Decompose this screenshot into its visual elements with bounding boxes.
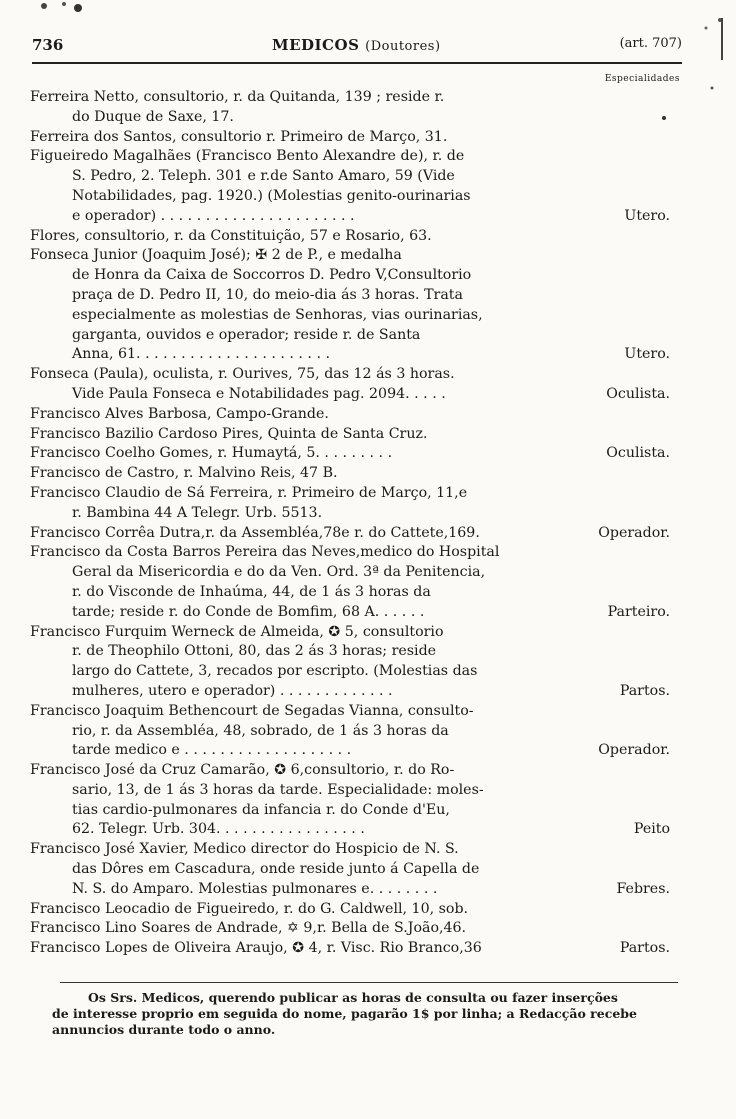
entry-continuation-line: Anna, 61. . . . . . . . . . . . . . . . . . . . . . Utero. — [30, 345, 670, 365]
entry-continuation-line: sario, 13, de 1 ás 3 horas da tarde. Especialidade: moles- — [72, 781, 484, 798]
doctor-entry — [30, 761, 670, 840]
doctor-entry — [30, 365, 670, 405]
entry-continuation-line: Vide Paula Fonseca e Notabilidades pag. 2094. . . . . Oculista. — [30, 385, 670, 405]
doctor-entry — [30, 444, 670, 464]
doctor-entry — [30, 128, 670, 148]
entry-specialty: Partos. — [619, 682, 670, 699]
doctor-entry — [30, 900, 670, 920]
entry-specialty: Operador. — [598, 524, 670, 541]
footnote-line: annuncios durante todo o anno. — [52, 1022, 276, 1037]
doctor-listing — [30, 88, 670, 959]
entry-continuation-line: tarde medico e . . . . . . . . . . . . . . . . . . . Operador. — [30, 741, 670, 761]
entry-specialty: Utero. — [624, 207, 670, 224]
entry-continuation-line: especialmente as molestias de Senhoras, vias ourinarias, — [72, 306, 483, 323]
entry-specialty: Oculista. — [606, 385, 670, 402]
doctor-entry — [30, 88, 670, 128]
doctor-entry — [30, 405, 670, 425]
entry-continuation-line: do Duque de Saxe, 17. — [72, 108, 234, 125]
entry-name-line: Fonseca (Paula), oculista, r. Ourives, 75, das 12 ás 3 horas. — [30, 366, 455, 383]
doctor-entry — [30, 702, 670, 761]
entry-continuation-line: largo do Cattete, 3, recados por escripto. (Molestias das — [72, 663, 478, 680]
entry-name-line: Francisco Claudio de Sá Ferreira, r. Primeiro de Março, 11,e — [30, 484, 468, 501]
entry-name-line: Francisco José da Cruz Camarão, ✪ 6,consultorio, r. do Ro- — [30, 762, 455, 779]
entry-continuation-line: r. Bambina 44 A Telegr. Urb. 5513. — [72, 504, 323, 521]
entry-name-line: Francisco Leocadio de Figueiredo, r. do G. Caldwell, 10, sob. — [30, 900, 469, 917]
entry-name-line: Francisco de Castro, r. Malvino Reis, 47 B. — [30, 465, 338, 482]
entry-continuation-line: tarde; reside r. do Conde de Bomfim, 68 A. . . . . . Parteiro. — [30, 603, 670, 623]
doctor-entry — [30, 464, 670, 484]
entry-name-line: Francisco Coelho Gomes, r. Humaytá, 5. . . . . . . . . Oculista. — [30, 444, 670, 464]
entry-continuation-line: de Honra da Caixa de Soccorros D. Pedro V,Consultorio — [72, 267, 472, 284]
entry-continuation-line: mulheres, utero e operador) . . . . . . . . . . . . . Partos. — [30, 682, 670, 702]
entry-continuation-line: Geral da Misericordia e do da Ven. Ord. 3ª da Penitencia, — [72, 564, 486, 581]
entry-name-line: Ferreira Netto, consultorio, r. da Quitanda, 139 ; reside r. — [30, 89, 445, 105]
footnote — [52, 990, 692, 1038]
entry-continuation-line: r. de Theophilo Ottoni, 80, das 2 ás 3 horas; reside — [72, 643, 437, 660]
doctor-entry — [30, 840, 670, 899]
title-text: MEDICOS — [272, 36, 360, 54]
entry-specialty: Utero. — [624, 346, 670, 363]
entry-specialty: Peito — [633, 821, 670, 838]
entry-continuation-line: das Dôres em Cascadura, onde reside junto á Capella de — [72, 861, 480, 878]
entry-name-line: Ferreira dos Santos, consultorio r. Primeiro de Março, 31. — [30, 128, 448, 145]
running-header — [32, 36, 682, 60]
entry-continuation-line: N. S. do Amparo. Molestias pulmonares e. . . . . . . . Febres. — [30, 880, 670, 900]
entry-continuation-line: rio, r. da Assembléa, 48, sobrado, de 1 ás 3 horas da — [72, 722, 449, 739]
entry-name-line: Francisco Corrêa Dutra,r. da Assembléa,78e r. do Cattete,169. Operador. — [30, 524, 670, 544]
header-rule — [32, 62, 682, 64]
entry-specialty: Parteiro. — [607, 603, 670, 620]
entry-name-line: Fonseca Junior (Joaquim José); ✠ 2 de P., e medalha — [30, 247, 402, 264]
entry-name-line: Francisco Joaquim Bethencourt de Segadas Vianna, consulto- — [30, 702, 474, 719]
entry-specialty: Oculista. — [606, 445, 670, 462]
doctor-entry — [30, 543, 670, 622]
entry-continuation-line: garganta, ouvidos e operador; reside r. de Santa — [72, 326, 421, 343]
entry-name-line: Francisco Furquim Werneck de Almeida, ✪ 5, consultorio — [30, 623, 444, 640]
entry-specialty: Partos. — [619, 940, 670, 957]
entry-name-line: Francisco Lopes de Oliveira Araujo, ✪ 4, r. Visc. Rio Branco,36 Partos. — [30, 939, 670, 959]
doctor-entry — [30, 246, 670, 365]
title-subtitle: (Doutores) — [365, 39, 441, 54]
doctor-entry — [30, 524, 670, 544]
doctor-entry — [30, 147, 670, 226]
page-number: 736 — [32, 36, 64, 54]
doctor-entry — [30, 623, 670, 702]
doctor-entry — [30, 919, 670, 939]
footnote-line: de interesse proprio em seguida do nome, pagarão 1$ por linha; a Redacção recebe — [52, 1006, 637, 1021]
entry-continuation-line: tias cardio-pulmonares da infancia r. do Conde d'Eu, — [72, 801, 450, 818]
entry-continuation-line: r. do Visconde de Inhaúma, 44, de 1 ás 3 horas da — [72, 583, 431, 600]
entry-specialty: Febres. — [616, 880, 670, 897]
page-title — [272, 36, 441, 54]
entry-name-line: Francisco da Costa Barros Pereira das Neves,medico do Hospital — [30, 544, 500, 561]
entry-name-line: Figueiredo Magalhães (Francisco Bento Alexandre de), r. de — [30, 148, 465, 165]
entry-continuation-line: e operador) . . . . . . . . . . . . . . . . . . . . . . Utero. — [30, 207, 670, 227]
doctor-entry — [30, 227, 670, 247]
entry-name-line: Francisco Bazilio Cardoso Pires, Quinta de Santa Cruz. — [30, 425, 428, 442]
entry-continuation-line: Notabilidades, pag. 1920.) (Molestias genito-ourinarias — [72, 187, 471, 204]
article-reference: (art. 707) — [619, 36, 682, 51]
footnote-line: Os Srs. Medicos, querendo publicar as horas de consulta ou fazer inserções — [88, 990, 618, 1005]
entry-continuation-line: praça de D. Pedro II, 10, do meio-dia ás 3 horas. Trata — [72, 286, 463, 303]
doctor-entry — [30, 939, 670, 959]
entry-continuation-line: S. Pedro, 2. Teleph. 301 e r.de Santo Amaro, 59 (Vide — [72, 168, 455, 185]
doctor-entry — [30, 484, 670, 524]
entry-name-line: Francisco José Xavier, Medico director do Hospicio de N. S. — [30, 841, 459, 858]
footnote-rule — [60, 982, 678, 983]
doctor-entry — [30, 425, 670, 445]
entry-specialty: Operador. — [598, 742, 670, 759]
entry-name-line: Francisco Alves Barbosa, Campo-Grande. — [30, 405, 329, 422]
column-heading: Especialidades — [604, 74, 680, 84]
entry-name-line: Francisco Lino Soares de Andrade, ✡ 9,r. Bella de S.João,46. — [30, 920, 467, 937]
entry-continuation-line: 62. Telegr. Urb. 304. . . . . . . . . . . . . . . . . Peito — [30, 820, 670, 840]
entry-name-line: Flores, consultorio, r. da Constituição, 57 e Rosario, 63. — [30, 227, 432, 244]
